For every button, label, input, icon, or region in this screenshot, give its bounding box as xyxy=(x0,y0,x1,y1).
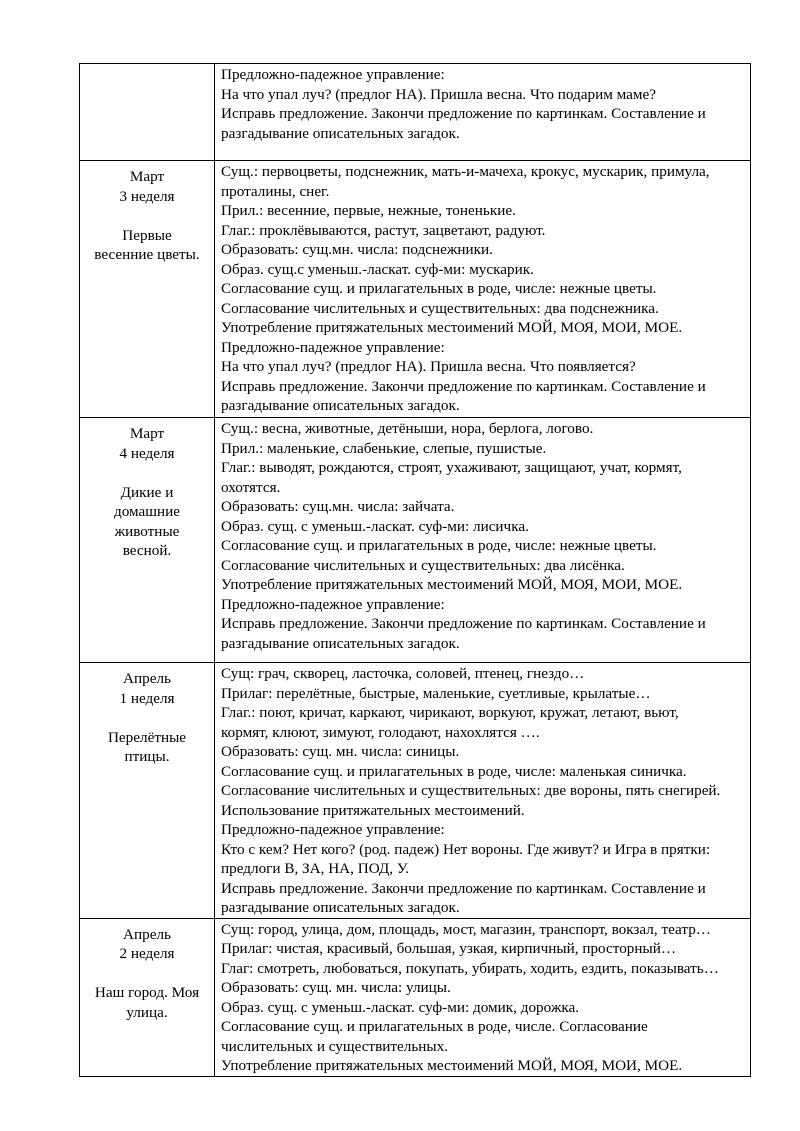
content-line: Глаг.: выводят, рождаются, строят, ухаживают, защищают, учат, кормят, xyxy=(221,459,682,476)
topic-line: 1 неделя xyxy=(119,689,175,707)
topic-line: весной. xyxy=(122,542,172,559)
content-line: Употребление притяжательных местоимений МОЙ, МОЯ, МОИ, МОЕ. xyxy=(221,1057,683,1074)
table-row xyxy=(80,918,751,1076)
table-row xyxy=(80,64,751,161)
content-line: Исправь предложение. Закончи предложение по картинкам. Составление и xyxy=(221,377,706,395)
topic-cell xyxy=(80,64,215,161)
content-line: На что упал луч? (предлог НА). Пришла весна. Что подарим маме? xyxy=(221,85,656,103)
content-line: Образ. сущ. с уменьш.-ласкат. суф-ми: домик, дорожка. xyxy=(221,998,580,1016)
content-cell xyxy=(215,663,751,919)
content-line: Образовать: сущ. мн. числа: улицы. xyxy=(221,979,451,996)
content-line: Употребление притяжательных местоимений МОЙ, МОЯ, МОИ, МОЕ. xyxy=(221,319,683,336)
topic-line: Март xyxy=(129,425,165,442)
content-line: Сущ: грач, скворец, ласточка, соловей, птенец, гнездо… xyxy=(221,665,585,682)
content-line: Прил.: весенние, первые, нежные, тоненькие. xyxy=(221,202,516,219)
content-line: Глаг.: поют, кричат, каркают, чирикают, воркуют, кружат, летают, вьют, xyxy=(221,704,679,721)
content-line: Прил.: маленькие, слабенькие, слепые, пушистые. xyxy=(221,439,547,457)
topic-cell xyxy=(80,418,215,663)
content-line: Прилаг: перелётные, быстрые, маленькие, суетливые, крылатые… xyxy=(221,684,651,702)
content-line: Предложно-падежное управление: xyxy=(221,595,445,613)
topic-line: 3 неделя xyxy=(119,187,175,205)
content-line: Глаг.: проклёвываются, растут, зацветают, радуют. xyxy=(221,221,546,239)
content-line: Согласование сущ. и прилагательных в роде, числе: нежные цветы. xyxy=(221,537,657,554)
content-line: Согласование сущ. и прилагательных в роде, числе. Согласование xyxy=(221,1018,648,1035)
content-line: предлоги В, ЗА, НА, ПОД, У. xyxy=(221,860,409,877)
topic-spacer xyxy=(84,964,210,984)
topic-spacer xyxy=(84,206,210,226)
content-line: Сущ.: первоцветы, подснежник, мать-и-мачеха, крокус, мускарик, примула, xyxy=(221,163,710,180)
topic-spacer xyxy=(84,463,210,483)
topic-line: животные xyxy=(114,522,180,540)
topic-line: домашние xyxy=(114,503,180,520)
content-line: разгадывание описательных загадок. xyxy=(221,634,460,652)
table-body xyxy=(80,64,751,1077)
content-cell xyxy=(215,418,751,663)
topic-line: Первые xyxy=(122,226,172,244)
content-line: Образ. сущ. с уменьш.-ласкат. суф-ми: лисичка. xyxy=(221,517,529,535)
content-line: Предложно-падежное управление: xyxy=(221,821,445,838)
content-line: Предложно-падежное управление: xyxy=(221,66,445,83)
content-line: охотятся. xyxy=(221,478,281,496)
content-line: Использование притяжательных местоимений. xyxy=(221,801,525,819)
content-line: Согласование числительных и существительных: два подснежника. xyxy=(221,299,659,317)
content-line: Исправь предложение. Закончи предложение по картинкам. Составление и xyxy=(221,105,706,122)
content-line: Согласование числительных и существительных: два лисёнка. xyxy=(221,556,625,574)
content-line: Исправь предложение. Закончи предложение по картинкам. Составление и xyxy=(221,879,706,897)
topic-spacer xyxy=(84,708,210,728)
content-cell xyxy=(215,161,751,418)
topic-line: птицы. xyxy=(124,748,170,765)
content-line: кормят, клюют, зимуют, голодают, нахохлятся …. xyxy=(221,723,540,741)
table-row xyxy=(80,418,751,663)
content-line: разгадывание описательных загадок. xyxy=(221,124,460,142)
content-line: разгадывание описательных загадок. xyxy=(221,397,460,414)
topic-cell xyxy=(80,161,215,418)
topic-line: улица. xyxy=(126,1003,168,1021)
content-line: Согласование сущ. и прилагательных в роде, числе: маленькая синичка. xyxy=(221,762,687,780)
content-line: Согласование числительных и существительных: две вороны, пять снегирей. xyxy=(221,782,721,799)
content-line: Образовать: сущ.мн. числа: подснежники. xyxy=(221,241,493,258)
topic-line: 4 неделя xyxy=(119,444,175,462)
topic-line: Март xyxy=(129,168,165,185)
content-line: Предложно-падежное управление: xyxy=(221,338,445,356)
lesson-plan-table xyxy=(79,63,751,1077)
content-line: числительных и существительных. xyxy=(221,1037,448,1055)
topic-line: весенние цветы. xyxy=(94,246,200,263)
content-line: Сущ.: весна, животные, детёныши, нора, берлога, логово. xyxy=(221,420,594,437)
content-line: Образ. сущ.с уменьш.-ласкат. суф-ми: мускарик. xyxy=(221,260,534,278)
content-line: Кто с кем? Нет кого? (род. падеж) Нет вороны. Где живут? и Игра в прятки: xyxy=(221,840,711,858)
content-cell xyxy=(215,64,751,161)
topic-line: 2 неделя xyxy=(119,945,175,962)
content-line: Сущ: город, улица, дом, площадь, мост, магазин, транспорт, вокзал, театр… xyxy=(221,920,711,938)
topic-line: Перелётные xyxy=(107,728,187,746)
content-cell xyxy=(215,918,751,1076)
content-line: разгадывание описательных загадок. xyxy=(221,899,460,916)
content-line: Глаг: смотреть, любоваться, покупать, убирать, ходить, ездить, показывать… xyxy=(221,959,719,977)
content-line: Образовать: сущ.мн. числа: зайчата. xyxy=(221,498,455,515)
content-line: Согласование сущ. и прилагательных в роде, числе: нежные цветы. xyxy=(221,280,657,297)
topic-cell xyxy=(80,918,215,1076)
content-line: На что упал луч? (предлог НА). Пришла весна. Что появляется? xyxy=(221,358,636,375)
topic-line: Апрель xyxy=(123,670,171,687)
content-line: Образовать: сущ. мн. числа: синицы. xyxy=(221,743,460,760)
topic-line: Наш город. Моя xyxy=(94,984,200,1001)
topic-line: Дикие и xyxy=(120,483,174,501)
topic-cell xyxy=(80,663,215,919)
content-line: Употребление притяжательных местоимений МОЙ, МОЯ, МОИ, МОЕ. xyxy=(221,576,683,593)
topic-line: Апрель xyxy=(123,925,171,943)
content-line: Прилаг: чистая, красивый, большая, узкая, кирпичный, просторный… xyxy=(221,940,677,957)
table-row xyxy=(80,161,751,418)
content-line: проталины, снег. xyxy=(221,182,330,200)
content-line: Исправь предложение. Закончи предложение по картинкам. Составление и xyxy=(221,615,706,632)
table-row xyxy=(80,663,751,919)
